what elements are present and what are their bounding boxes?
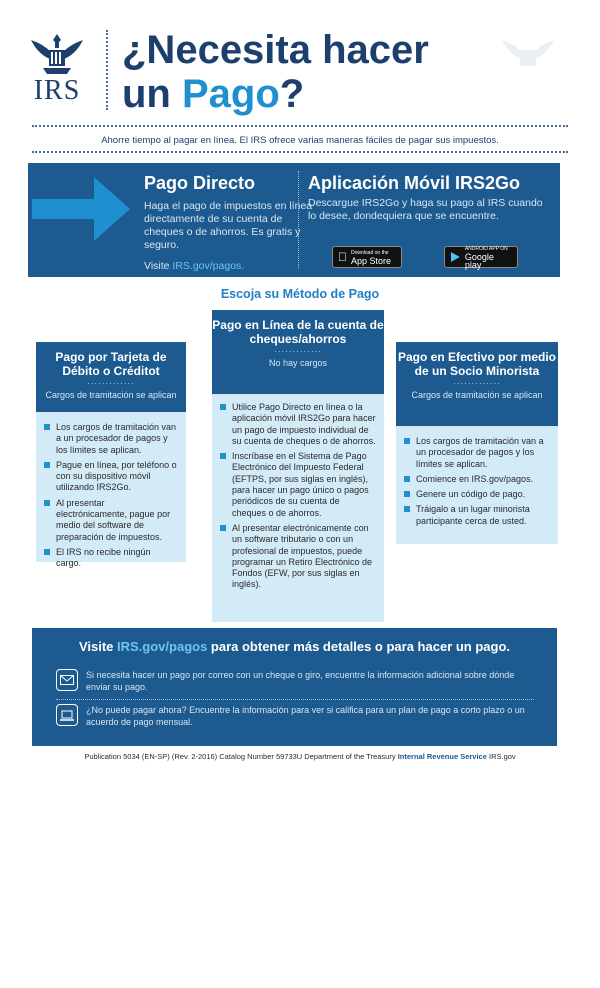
play-icon — [450, 251, 461, 263]
apple-icon — [338, 250, 347, 264]
list-item: Comience en IRS.gov/pagos. — [404, 474, 550, 485]
column-header — [396, 342, 558, 426]
app-store-badge[interactable] — [332, 246, 402, 268]
subtitle: Ahorre tiempo al pagar en línea. El IRS ofrece varias maneras fáciles de pagar sus impuestos. — [101, 135, 499, 146]
column-fee: Cargos de tramitación se aplican — [45, 390, 177, 400]
column-heading: Pago por Tarjeta de Débito o Créditot — [55, 350, 167, 378]
title-line-1: ¿Necesita hacer — [122, 28, 429, 72]
bottom-visit-prefix: Visite — [78, 639, 118, 654]
list-item: Tráigalo a un lugar minorista participante cerca de usted. — [404, 504, 550, 527]
column-fee: Cargos de tramitación se aplican — [411, 390, 543, 400]
column-body — [212, 394, 384, 622]
bleed-through-ghost — [500, 30, 590, 110]
plan-row-text: ¿No puede pagar ahora? Encuentre la información para ver si califica para un plan de pago a corto plazo o un acuerdo de pago mensual. — [86, 705, 525, 727]
irs-pagos-link[interactable]: IRS.gov/pagos. — [172, 260, 245, 272]
footer-pub: Publication 5034 (EN-SP) (Rev. 2-2016) Catalog Number 59733U Department of the Treasury — [84, 752, 398, 761]
mail-row-text: Si necesita hacer un pago por correo con un cheque o giro, encuentre la información adicional sobre dónde enviar su pago. — [86, 670, 515, 692]
list-item: Genere un código de pago. — [404, 489, 550, 500]
column-header — [36, 342, 186, 412]
bottom-box — [32, 628, 557, 746]
laptop-icon — [56, 704, 78, 726]
column-bank-payment — [212, 310, 384, 622]
header-divider — [106, 30, 108, 110]
subtitle-dotted-rule — [32, 151, 568, 153]
column-fee: No hay cargos — [268, 358, 328, 368]
arrow-right-icon — [32, 173, 132, 245]
logo-wordmark: IRS — [33, 75, 81, 106]
list-item: Utilice Pago Directo en línea o la aplicación móvil IRS2Go para hacer un pago de impuesto individual de su cuenta de cheques o de ahorros. — [220, 402, 376, 447]
column-cash-payment — [396, 342, 558, 544]
column-dots: ············· — [453, 379, 501, 388]
bottom-separator — [56, 699, 534, 700]
app-title: Aplicación Móvil IRS2Go — [308, 173, 521, 193]
column-dots: ············· — [274, 347, 322, 356]
app-text: Descargue IRS2Go y haga su pago al IRS cuando lo desee, dondequiera que se encuentre. — [308, 197, 543, 222]
envelope-icon — [56, 669, 78, 691]
list-item: Los cargos de tramitación van a un procesador de pagos y los límites se aplican. — [44, 422, 178, 456]
footer — [0, 752, 600, 761]
mail-row — [56, 669, 536, 693]
irs-logo — [26, 30, 88, 110]
appstore-small: Download on the — [342, 250, 380, 256]
title-line-2 — [122, 72, 429, 116]
visit-prefix: Visite — [144, 260, 173, 272]
pago-directo-visit — [144, 260, 244, 272]
appstore-big: App Store — [342, 256, 383, 266]
eagle-icon — [29, 30, 85, 76]
list-item: Al presentar electrónicamente con un software tributario o con un profesional de impuestos, puede programar un Retiro Electrónico de Fondos (EFW, por sus siglas en inglés). — [220, 523, 376, 591]
column-body — [36, 412, 186, 569]
list-item: El IRS no recibe ningún cargo. — [44, 547, 178, 570]
column-body — [396, 426, 558, 544]
column-dots: ············· — [87, 379, 135, 388]
method-title: Escoja su Método de Pago — [220, 287, 380, 301]
page-title — [122, 28, 429, 116]
title-post: ? — [279, 72, 305, 116]
footer-site: IRS.gov — [486, 752, 516, 761]
list-item: Los cargos de tramitación van a un procesador de pagos y los límites se aplican. — [404, 436, 550, 470]
list-item: Pague en línea, por teléfono o con su dispositivo móvil utilizando IRS2Go. — [44, 460, 178, 494]
title-pre: un — [122, 72, 182, 116]
column-heading: Pago en Efectivo por medio de un Socio Minorista — [397, 350, 557, 378]
pago-directo-title: Pago Directo — [144, 173, 256, 193]
google-play-badge[interactable] — [444, 246, 518, 268]
pago-directo-text: Haga el pago de impuestos en línea directamente de su cuenta de cheques o de ahorros. Es gratis y seguro. — [144, 200, 313, 251]
ghost-eagle-icon — [500, 30, 556, 76]
header-dotted-rule — [32, 125, 568, 127]
column-header — [212, 310, 384, 394]
gplay-small: ANDROID APP ON — [464, 246, 508, 252]
banner-divider — [298, 171, 299, 269]
list-item: Inscríbase en el Sistema de Pago Electrónico del Impuesto Federal (EFTPS, por sus siglas en inglés), para hacer un pago único o pagos periódicos de su cuenta de cheques o de ahorros. — [220, 451, 376, 519]
column-card-payment — [36, 342, 186, 569]
plan-row — [56, 704, 536, 728]
title-accent: Pago — [181, 72, 280, 116]
bottom-irs-link[interactable]: IRS.gov/pagos — [117, 639, 208, 654]
list-item: Al presentar electrónicamente, pague por medio del software de preparación de impuestos. — [44, 498, 178, 543]
bottom-visit — [32, 639, 557, 654]
footer-irs: Internal Revenue Service — [397, 752, 487, 761]
column-heading: Pago en Línea de la cuenta de cheques/ahorros — [212, 318, 384, 346]
top-banner — [28, 163, 560, 277]
bottom-visit-suffix: para obtener más detalles o para hacer un pago. — [207, 639, 511, 654]
gplay-big: Google play — [464, 252, 494, 270]
